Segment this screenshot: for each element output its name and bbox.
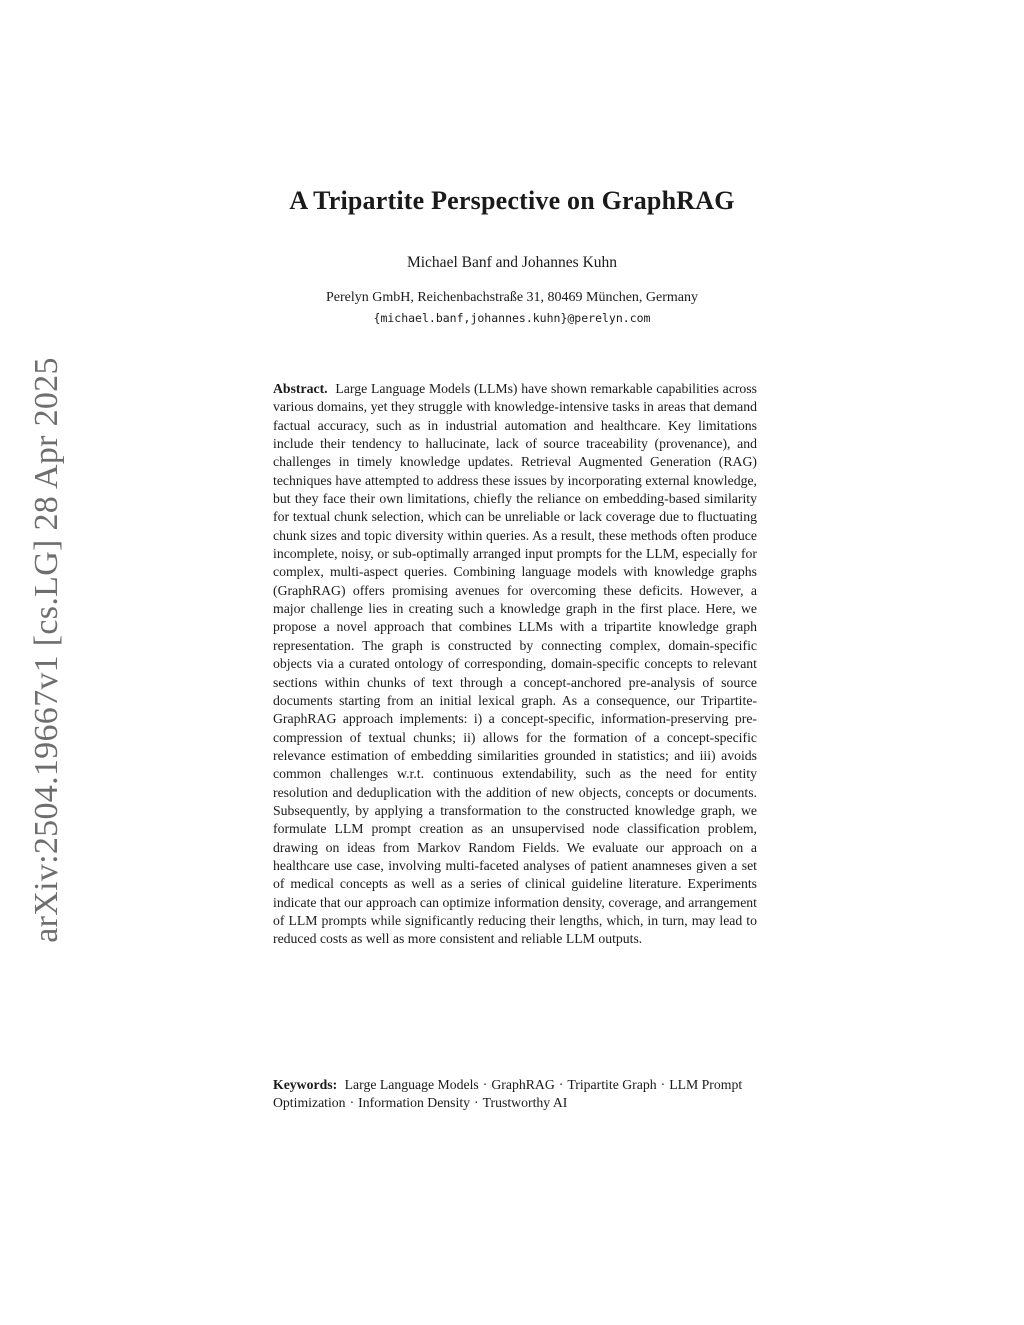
keyword-item: Tripartite Graph	[567, 1077, 657, 1092]
keyword-separator: ·	[474, 1095, 479, 1111]
keyword-item: GraphRAG	[491, 1077, 555, 1092]
author-list: Michael Banf and Johannes Kuhn	[406, 254, 618, 271]
keywords	[273, 1076, 757, 1113]
arxiv-identifier: arXiv:2504.19667v1 [cs.LG] 28 Apr 2025	[28, 357, 65, 943]
abstract	[273, 380, 757, 949]
keywords-label: Keywords:	[273, 1077, 338, 1092]
keyword-item: LLM Prompt Optimization	[273, 1077, 743, 1111]
paper-title: A Tripartite Perspective on GraphRAG	[289, 186, 735, 215]
keyword-item: Trustworthy AI	[482, 1095, 568, 1111]
keyword-separator: ·	[558, 1077, 564, 1092]
author-email: {michael.banf,johannes.kuhn}@perelyn.com	[373, 311, 651, 325]
abstract-text: Large Language Models (LLMs) have shown remarkable capabilities across various domains, yet they struggle with knowledge-intensive tasks in areas that demand factual accuracy, such as in industrial automation and healthcare. Key limitations include their tendency to hallucinate, lack of source traceability (provenance), and challenges in timely knowledge updates. Retrieval Augmented Generation (RAG) techniques have attempted to address these issues by incorporating external knowledge, but they face their own limitations, chiefly the reliance on embedding-based similarity for textual chunk selection, which can be unreliable or lack coverage due to fluctuating chunk sizes and topic diversity within queries. As a result, these methods often produce incomplete, noisy, or sub-optimally arranged input prompts for the LLM, especially for complex, multi-aspect queries. Combining language models with knowledge graphs (GraphRAG) offers promising avenues for overcoming these deficits. However, a major challenge lies in creating such a knowledge graph in the first place. Here, we propose a novel approach that combines LLMs with a tripartite knowledge graph representation. The graph is constructed by connecting complex, domain-specific objects via a curated ontology of corresponding, domain-specific concepts to relevant sections within chunks of text through a concept-anchored pre-analysis of source documents starting from an initial lexical graph. As a consequence, our Tripartite-GraphRAG approach implements: i) a concept-specific, information-preserving pre-compression of textual chunks; ii) allows for the formation of a concept-specific relevance estimation of embedding similarities grounded in statistics; and iii) avoids common challenges w.r.t. continuous extendability, such as the need for entity resolution and deduplication with the addition of new objects, concepts or documents. Subsequently, by applying a transformation to the constructed knowledge graph, we formulate LLM prompt creation as an unsupervised node classification problem, drawing on ideas from Markov Random Fields. We evaluate our approach on a healthcare use case, involving multi-faceted analyses of patient anamneses given a set of medical concepts as well as a series of clinical guideline literature. Experiments indicate that our approach can optimize information density, coverage, and arrangement of LLM prompts while significantly reducing their lengths, which, in turn, may lead to reduced costs as well as more consistent and reliable LLM outputs.	[273, 381, 758, 947]
keyword-separator: ·	[482, 1077, 488, 1092]
keyword-item: Information Density	[358, 1095, 471, 1111]
abstract-label: Abstract.	[273, 381, 328, 396]
keyword-item: Large Language Models	[344, 1077, 479, 1092]
keyword-separator: ·	[349, 1095, 355, 1111]
affiliation: Perelyn GmbH, Reichenbachstraße 31, 80469 München, Germany	[325, 290, 699, 305]
keyword-separator: ·	[660, 1077, 666, 1092]
